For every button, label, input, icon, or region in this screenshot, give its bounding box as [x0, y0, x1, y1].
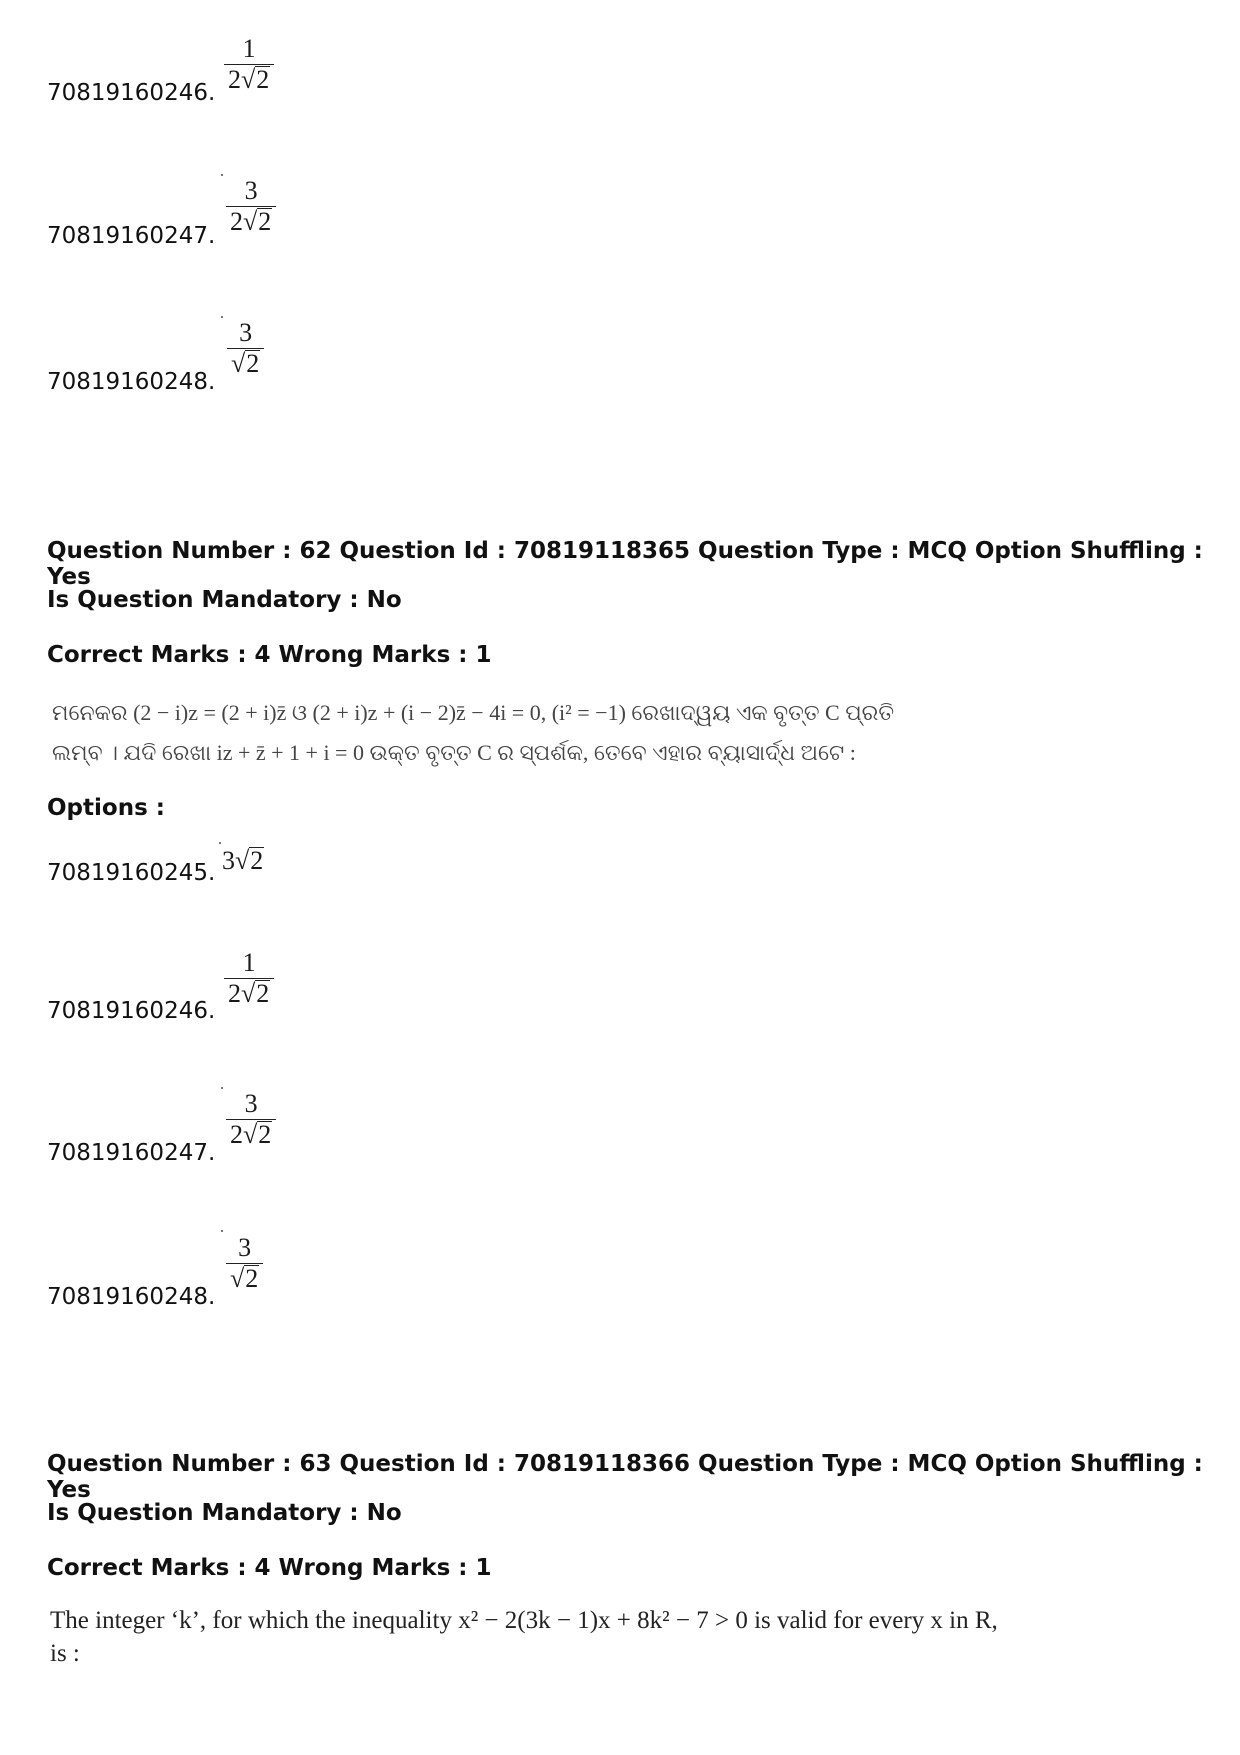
coefficient: 3: [222, 846, 235, 875]
option-row: [47, 1140, 215, 1166]
option-id: 70819160245.: [47, 860, 216, 886]
coefficient: 2: [230, 207, 243, 236]
fraction-numerator: 3: [239, 318, 253, 347]
option-math-image: $\frac{3}{√2}$: [226, 1233, 263, 1294]
option-math-image: $\frac{1}{2√2}$: [224, 34, 274, 95]
option-row: [47, 223, 215, 249]
radicand: 2: [250, 846, 264, 875]
question-header: Question Number : 62 Question Id : 70819118365 Question Type : MCQ Option Shuffling : Yes: [47, 538, 1203, 590]
option-id: 70819160246.: [47, 80, 216, 106]
option-id: 70819160246.: [47, 998, 216, 1024]
option-id: 70819160247.: [47, 223, 216, 249]
option-math-image: 3√2: [222, 846, 264, 875]
radicand: 2: [245, 1264, 259, 1293]
option-math-image: $\frac{3}{2√2}$: [226, 1089, 276, 1150]
question-text-line: The integer ‘k’, for which the inequality x² − 2(3k − 1)x + 8k² − 7 > 0 is valid for every x in R,: [50, 1607, 998, 1634]
radicand: 2: [256, 65, 270, 94]
fraction-numerator: 1: [242, 34, 256, 63]
radicand: 2: [246, 349, 260, 378]
question-text-image: [50, 1604, 1050, 1670]
option-math-image: $\frac{1}{2√2}$: [224, 948, 274, 1009]
question-text-line: ଲମ୍ବ । ଯଦି ରେଖା iz + z̄ + 1 + i = 0 ଉକ୍ତ ବୃତ୍ତ C ର ସ୍ପର୍ଶକ, ତେବେ ଏହାର ବ୍ୟାସାର୍ଦ୍ଧ ଅଟେ :: [52, 740, 856, 765]
options-label: Options :: [47, 795, 165, 821]
radicand: 2: [256, 979, 270, 1008]
option-row: [47, 1284, 215, 1310]
option-row: [47, 860, 215, 886]
option-id: 70819160248.: [47, 369, 216, 395]
fraction-numerator: 3: [244, 176, 258, 205]
question-text-image: [52, 693, 1052, 773]
coefficient: 2: [228, 979, 241, 1008]
question-mandatory: Is Question Mandatory : No: [47, 1500, 402, 1526]
coefficient: 2: [228, 65, 241, 94]
question-header: Question Number : 63 Question Id : 70819118366 Question Type : MCQ Option Shuffling : Yes: [47, 1451, 1203, 1503]
coefficient: 2: [230, 1120, 243, 1149]
radicand: 2: [258, 207, 272, 236]
fraction-numerator: 1: [242, 948, 256, 977]
option-id: 70819160248.: [47, 1284, 216, 1310]
option-row: [47, 369, 215, 395]
fraction-numerator: 3: [238, 1233, 252, 1262]
question-text-line: is :: [50, 1640, 80, 1667]
option-row: [47, 998, 215, 1024]
option-math-image: $\frac{3}{√2}$: [227, 318, 264, 379]
fraction-numerator: 3: [244, 1089, 258, 1118]
question-text-line: ମନେକର (2 − i)z = (2 + i)z̄ ଓ (2 + i)z + (i − 2)z̄ − 4i = 0, (i² = −1) ରେଖାଦ୍ୱୟ ଏକ ବୃତ୍ତ C ପ୍ରତି: [52, 700, 895, 725]
question-mandatory: Is Question Mandatory : No: [47, 587, 402, 613]
question-marks: Correct Marks : 4 Wrong Marks : 1: [47, 1555, 492, 1581]
option-id: 70819160247.: [47, 1140, 216, 1166]
radicand: 2: [258, 1120, 272, 1149]
option-row: [47, 80, 215, 106]
option-math-image: $\frac{3}{2√2}$: [226, 176, 276, 237]
question-marks: Correct Marks : 4 Wrong Marks : 1: [47, 642, 492, 668]
